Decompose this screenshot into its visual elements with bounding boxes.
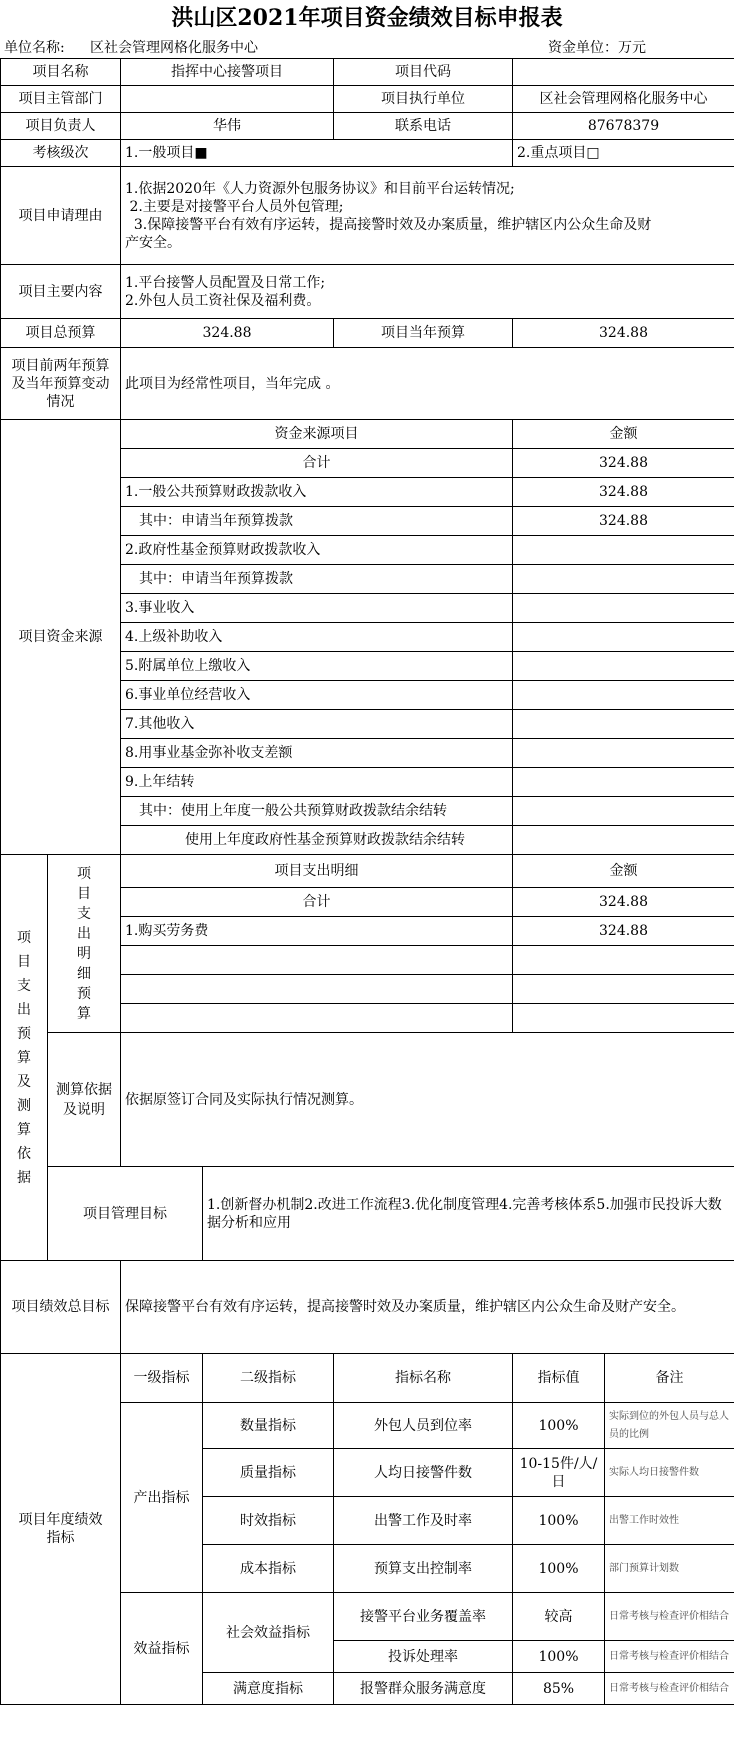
vertical-label-char: 测 [17,1097,31,1114]
indicator-note: 日常考核与检查评价相结合 [605,1641,734,1673]
indicators-label: 项目年度绩效指标 [1,1354,121,1705]
indicator-level2: 社会效益指标 [203,1593,334,1673]
funding-row-name: 9.上年结转 [121,768,513,797]
indicator-note: 实际到位的外包人员与总人员的比例 [605,1403,734,1449]
basis-label: 测算依据及说明 [48,1033,121,1167]
expense-row-name [121,946,513,975]
indicator-name: 接警平台业务覆盖率 [334,1593,513,1641]
indicator-level2: 成本指标 [203,1545,334,1593]
year-budget-label: 项目当年预算 [334,319,513,348]
indicator-value: 85% [513,1673,605,1705]
budget-change-label [1,348,121,420]
indicator-value: 100% [513,1497,605,1545]
dept-label: 项目主管部门 [1,86,121,113]
reason-line: 产安全。 [125,234,181,251]
funding-row-name: 合计 [121,449,513,478]
expense-row-name: 1.购买劳务费 [121,917,513,946]
indicator-note: 实际人均日接警件数 [605,1449,734,1497]
funding-row-name: 其中：使用上年度一般公共预算财政拨款结余结转 [121,797,513,826]
indicator-name: 人均日接警件数 [334,1449,513,1497]
funding-row-amount [513,768,734,797]
level-option-general: 1.一般项目■ [121,140,513,167]
level-option-key: 2.重点项目□ [513,140,734,167]
benefit-indicator-label: 效益指标 [121,1593,203,1705]
performance-goal-text: 保障接警平台有效有序运转，提高接警时效及办案质量，维护辖区内公众生命及财产安全。 [121,1261,734,1354]
funding-row-name: 8.用事业基金弥补收支差额 [121,739,513,768]
funding-row-name: 7.其他收入 [121,710,513,739]
expense-row-amount: 324.88 [513,917,734,946]
vertical-label-char: 算 [17,1121,31,1138]
project-code-value [513,59,734,86]
vertical-label-char: 出 [77,925,91,942]
expense-row-amount [513,946,734,975]
reason-text [121,167,734,265]
total-budget-label: 项目总预算 [1,319,121,348]
indicator-name: 出警工作及时率 [334,1497,513,1545]
indicator-level2: 满意度指标 [203,1673,334,1705]
reason-line: 3.保障接警平台有效有序运转，提高接警时效及办案质量，维护辖区内公众生命及财 [125,216,652,233]
indicator-value: 100% [513,1641,605,1673]
indicator-note: 日常考核与检查评价相结合 [605,1593,734,1641]
content-label: 项目主要内容 [1,265,121,319]
indicator-header: 二级指标 [203,1354,334,1403]
page-title: 洪山区2021年项目资金绩效目标申报表 [171,5,563,31]
indicator-header: 一级指标 [121,1354,203,1403]
funding-row-name: 其中：申请当年预算拨款 [121,565,513,594]
funding-row-amount [513,565,734,594]
reason-line: 2.主要是对接警平台人员外包管理; [125,198,344,215]
funding-row-name: 6.事业单位经营收入 [121,681,513,710]
vertical-label-char: 明 [77,945,91,962]
exec-unit-value: 区社会管理网格化服务中心 [513,86,734,113]
content-line: 2.外包人员工资社保及福利费。 [125,292,321,309]
funding-row-amount [513,739,734,768]
declaration-table [0,58,734,1705]
funding-row-name: 5.附属单位上缴收入 [121,652,513,681]
content-line: 1.平台接警人员配置及日常工作; [125,274,326,291]
vertical-label-char: 算 [77,1005,91,1022]
project-name-label: 项目名称 [1,59,121,86]
indicator-name: 预算支出控制率 [334,1545,513,1593]
indicator-value: 较高 [513,1593,605,1641]
basis-text: 依据原签订合同及实际执行情况测算。 [121,1033,734,1167]
funding-row-amount [513,594,734,623]
expense-col-amount: 金额 [513,855,734,888]
indicator-level2: 数量指标 [203,1403,334,1449]
output-indicator-label: 产出指标 [121,1403,203,1593]
reason-line: 1.依据2020年《人力资源外包服务协议》和目前平台运转情况; [125,180,515,197]
funding-row-name: 4.上级补助收入 [121,623,513,652]
indicator-header: 指标名称 [334,1354,513,1403]
exec-unit-label: 项目执行单位 [334,86,513,113]
level-label: 考核级次 [1,140,121,167]
funding-row-name: 1.一般公共预算财政拨款收入 [121,478,513,507]
leader-value: 华伟 [121,113,334,140]
phone-label: 联系电话 [334,113,513,140]
expense-outer-label [1,855,48,1261]
funding-row-name: 使用上年度政府性基金预算财政拨款结余结转 [121,826,513,855]
indicator-level2: 质量指标 [203,1449,334,1497]
project-name-value: 指挥中心接警项目 [121,59,334,86]
budget-change-text: 此项目为经常性项目，当年完成 。 [121,348,734,420]
performance-goal-label: 项目绩效总目标 [1,1261,121,1354]
vertical-label-char: 支 [77,905,91,922]
vertical-label-char: 支 [17,977,31,994]
expense-row-amount [513,1004,734,1033]
indicator-note: 部门预算计划数 [605,1545,734,1593]
funding-row-name: 其中：申请当年预算拨款 [121,507,513,536]
funding-label: 项目资金来源 [1,420,121,855]
funding-row-amount: 324.88 [513,507,734,536]
indicator-value: 100% [513,1403,605,1449]
vertical-label-char: 预 [77,985,91,1002]
indicator-name: 投诉处理率 [334,1641,513,1673]
expense-row-amount [513,975,734,1004]
expense-row-name [121,975,513,1004]
budget-change-label-line: 及当年预算变动 [11,375,110,392]
leader-label: 项目负责人 [1,113,121,140]
funding-row-amount: 324.88 [513,449,734,478]
management-goal-text: 1.创新督办机制2.改进工作流程3.优化制度管理4.完善考核体系5.加强市民投诉大数据分析和应用 [203,1167,734,1261]
dept-value [121,86,334,113]
funding-row-amount [513,536,734,565]
content-text [121,265,734,319]
funding-row-name: 2.政府性基金预算财政拨款收入 [121,536,513,565]
indicator-value: 100% [513,1545,605,1593]
year-budget-value: 324.88 [513,319,734,348]
funding-col-item: 资金来源项目 [121,420,513,449]
vertical-label-char: 项 [77,865,91,882]
vertical-label-char: 算 [17,1049,31,1066]
expense-inner-label [48,855,121,1033]
vertical-label-char: 目 [17,953,31,970]
money-unit: 资金单位：万元 [548,40,646,56]
funding-row-amount: 324.88 [513,478,734,507]
funding-row-amount [513,710,734,739]
vertical-label-char: 出 [17,1001,31,1018]
reason-label: 项目申请理由 [1,167,121,265]
expense-row-amount: 324.88 [513,888,734,917]
expense-row-name [121,1004,513,1033]
funding-row-amount [513,797,734,826]
vertical-label-char: 项 [17,929,31,946]
unit-name-label: 单位名称: [4,40,65,56]
budget-change-label-line: 项目前两年预算 [11,357,110,374]
funding-row-amount [513,826,734,855]
project-code-label: 项目代码 [334,59,513,86]
funding-row-name: 3.事业收入 [121,594,513,623]
vertical-label-char: 依 [17,1145,31,1162]
unit-name-value: 区社会管理网格化服务中心 [90,40,258,56]
funding-row-amount [513,623,734,652]
indicator-note: 日常考核与检查评价相结合 [605,1673,734,1705]
vertical-label-char: 目 [77,885,91,902]
indicator-value: 10-15件/人/日 [513,1449,605,1497]
indicator-name: 外包人员到位率 [334,1403,513,1449]
phone-value: 87678379 [513,113,734,140]
total-budget-value: 324.88 [121,319,334,348]
funding-col-amount: 金额 [513,420,734,449]
indicator-header: 备注 [605,1354,734,1403]
vertical-label-char: 细 [77,965,91,982]
management-goal-label: 项目管理目标 [48,1167,203,1261]
expense-col-item: 项目支出明细 [121,855,513,888]
indicator-name: 报警群众服务满意度 [334,1673,513,1705]
budget-change-label-line: 情况 [46,393,75,410]
funding-row-amount [513,681,734,710]
indicator-note: 出警工作时效性 [605,1497,734,1545]
expense-row-name: 合计 [121,888,513,917]
vertical-label-char: 预 [17,1025,31,1042]
vertical-label-char: 及 [17,1073,31,1090]
indicator-header: 指标值 [513,1354,605,1403]
vertical-label-char: 据 [17,1169,31,1186]
funding-row-amount [513,652,734,681]
indicator-level2: 时效指标 [203,1497,334,1545]
